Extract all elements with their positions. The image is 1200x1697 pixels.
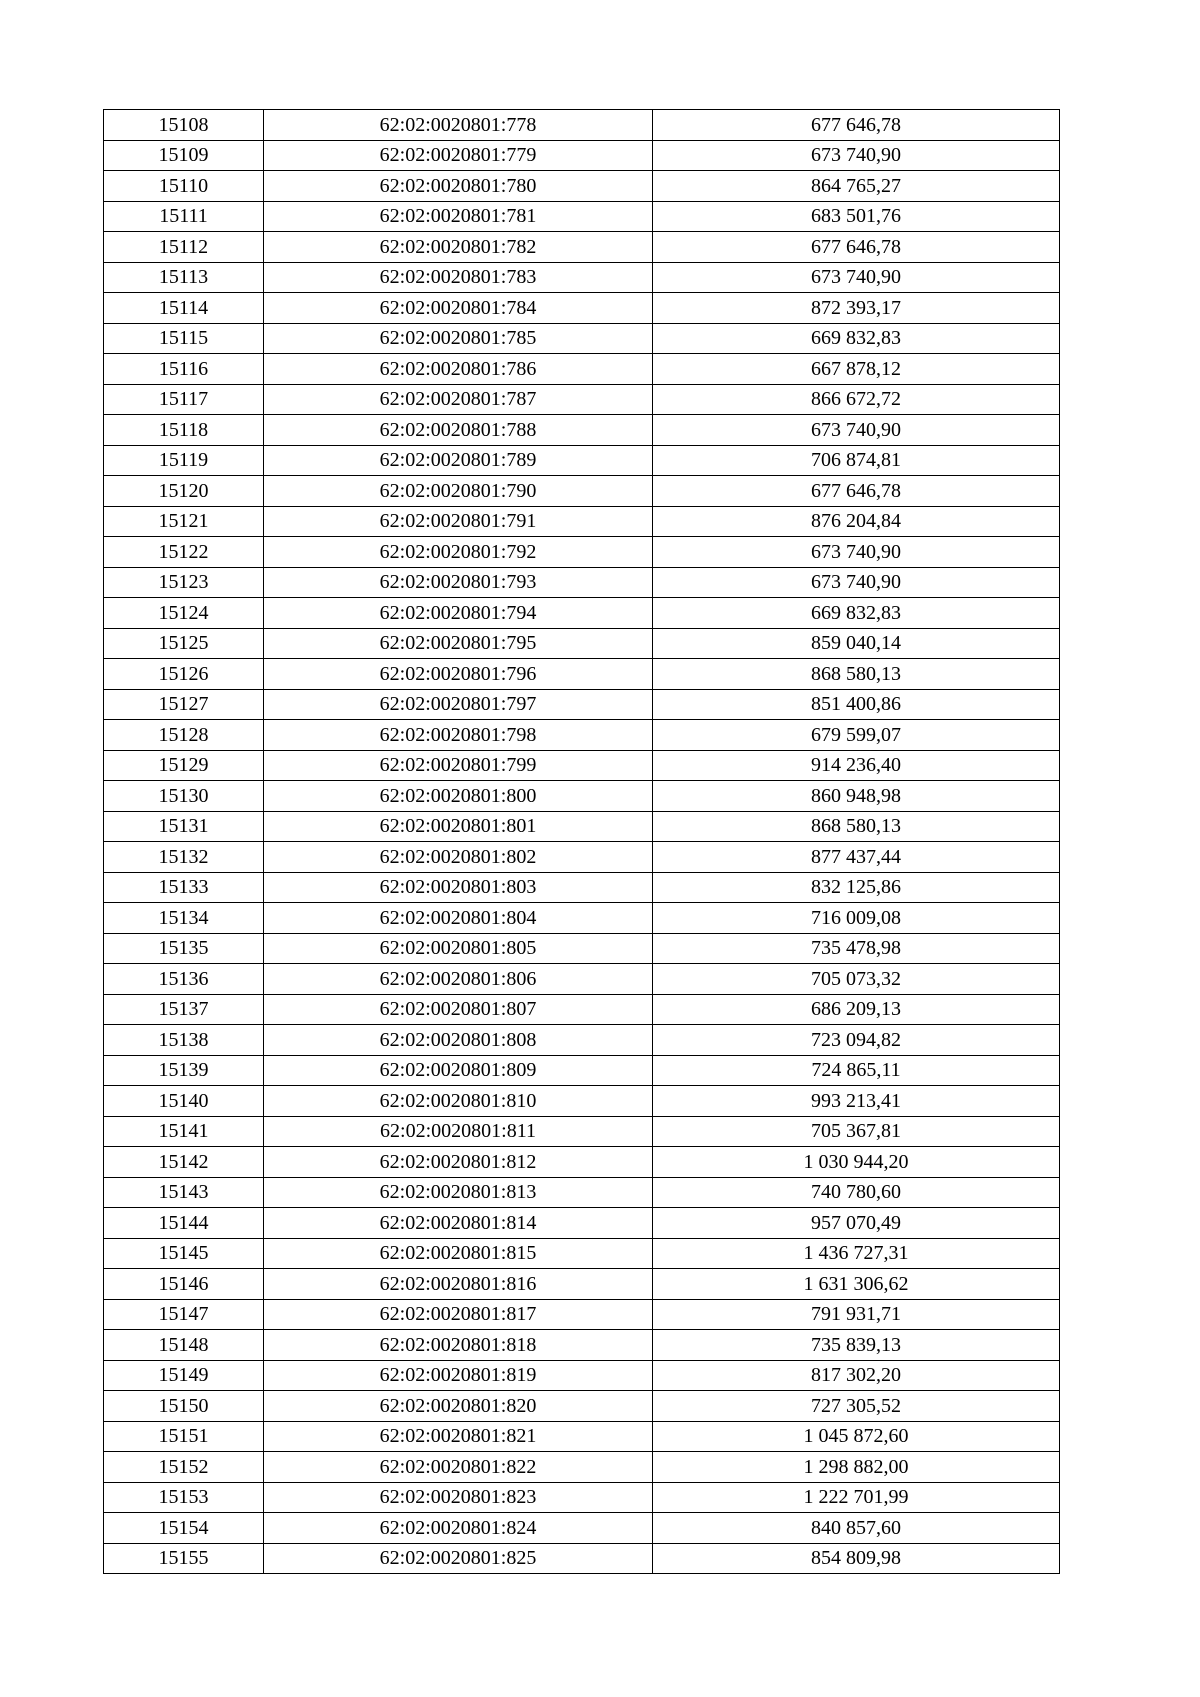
cadastral-number-cell: 62:02:0020801:805 — [264, 933, 653, 964]
table-row — [104, 1330, 1060, 1361]
cadastral-number-cell: 62:02:0020801:787 — [264, 384, 653, 415]
table-row — [104, 720, 1060, 751]
cadastral-number-cell: 62:02:0020801:798 — [264, 720, 653, 751]
cadastral-value-table — [103, 109, 1060, 1574]
row-number-cell: 15121 — [104, 506, 264, 537]
row-number-cell: 15144 — [104, 1208, 264, 1239]
cadastral-value-cell: 667 878,12 — [653, 354, 1060, 385]
cadastral-value-cell: 679 599,07 — [653, 720, 1060, 751]
cadastral-value-cell: 1 030 944,20 — [653, 1147, 1060, 1178]
row-number-cell: 15111 — [104, 201, 264, 232]
table-row — [104, 262, 1060, 293]
row-number-cell: 15112 — [104, 232, 264, 263]
row-number-cell: 15140 — [104, 1086, 264, 1117]
cadastral-value-cell: 957 070,49 — [653, 1208, 1060, 1239]
table-row — [104, 781, 1060, 812]
cadastral-value-cell: 673 740,90 — [653, 140, 1060, 171]
cadastral-value-cell: 705 073,32 — [653, 964, 1060, 995]
table-row — [104, 445, 1060, 476]
table-row — [104, 628, 1060, 659]
cadastral-number-cell: 62:02:0020801:778 — [264, 110, 653, 141]
table-row — [104, 964, 1060, 995]
cadastral-value-cell: 686 209,13 — [653, 994, 1060, 1025]
cadastral-number-cell: 62:02:0020801:784 — [264, 293, 653, 324]
row-number-cell: 15154 — [104, 1513, 264, 1544]
table-row — [104, 659, 1060, 690]
table-row — [104, 903, 1060, 934]
row-number-cell: 15123 — [104, 567, 264, 598]
cadastral-number-cell: 62:02:0020801:794 — [264, 598, 653, 629]
table-row — [104, 1513, 1060, 1544]
cadastral-value-cell: 993 213,41 — [653, 1086, 1060, 1117]
row-number-cell: 15132 — [104, 842, 264, 873]
cadastral-value-cell: 724 865,11 — [653, 1055, 1060, 1086]
row-number-cell: 15150 — [104, 1391, 264, 1422]
cadastral-value-cell: 677 646,78 — [653, 110, 1060, 141]
cadastral-number-cell: 62:02:0020801:824 — [264, 1513, 653, 1544]
cadastral-number-cell: 62:02:0020801:791 — [264, 506, 653, 537]
table-row — [104, 994, 1060, 1025]
row-number-cell: 15108 — [104, 110, 264, 141]
table-row — [104, 1055, 1060, 1086]
cadastral-number-cell: 62:02:0020801:818 — [264, 1330, 653, 1361]
cadastral-number-cell: 62:02:0020801:806 — [264, 964, 653, 995]
cadastral-value-cell: 868 580,13 — [653, 659, 1060, 690]
table-row — [104, 1269, 1060, 1300]
table-row — [104, 1360, 1060, 1391]
row-number-cell: 15117 — [104, 384, 264, 415]
cadastral-value-cell: 735 478,98 — [653, 933, 1060, 964]
cadastral-number-cell: 62:02:0020801:781 — [264, 201, 653, 232]
cadastral-number-cell: 62:02:0020801:811 — [264, 1116, 653, 1147]
row-number-cell: 15146 — [104, 1269, 264, 1300]
cadastral-number-cell: 62:02:0020801:814 — [264, 1208, 653, 1239]
table-row — [104, 1116, 1060, 1147]
row-number-cell: 15120 — [104, 476, 264, 507]
table-row — [104, 598, 1060, 629]
cadastral-value-cell: 1 222 701,99 — [653, 1482, 1060, 1513]
table-row — [104, 750, 1060, 781]
row-number-cell: 15133 — [104, 872, 264, 903]
row-number-cell: 15143 — [104, 1177, 264, 1208]
cadastral-number-cell: 62:02:0020801:812 — [264, 1147, 653, 1178]
cadastral-number-cell: 62:02:0020801:782 — [264, 232, 653, 263]
cadastral-number-cell: 62:02:0020801:797 — [264, 689, 653, 720]
cadastral-number-cell: 62:02:0020801:786 — [264, 354, 653, 385]
cadastral-value-cell: 723 094,82 — [653, 1025, 1060, 1056]
row-number-cell: 15113 — [104, 262, 264, 293]
cadastral-number-cell: 62:02:0020801:813 — [264, 1177, 653, 1208]
cadastral-number-cell: 62:02:0020801:820 — [264, 1391, 653, 1422]
cadastral-number-cell: 62:02:0020801:795 — [264, 628, 653, 659]
table-row — [104, 1025, 1060, 1056]
row-number-cell: 15130 — [104, 781, 264, 812]
cadastral-value-cell: 1 298 882,00 — [653, 1452, 1060, 1483]
cadastral-number-cell: 62:02:0020801:789 — [264, 445, 653, 476]
table-row — [104, 1421, 1060, 1452]
cadastral-number-cell: 62:02:0020801:809 — [264, 1055, 653, 1086]
cadastral-value-cell: 735 839,13 — [653, 1330, 1060, 1361]
row-number-cell: 15139 — [104, 1055, 264, 1086]
cadastral-number-cell: 62:02:0020801:801 — [264, 811, 653, 842]
row-number-cell: 15152 — [104, 1452, 264, 1483]
cadastral-value-cell: 1 631 306,62 — [653, 1269, 1060, 1300]
row-number-cell: 15155 — [104, 1543, 264, 1574]
cadastral-value-cell: 877 437,44 — [653, 842, 1060, 873]
cadastral-value-cell: 673 740,90 — [653, 262, 1060, 293]
cadastral-number-cell: 62:02:0020801:802 — [264, 842, 653, 873]
cadastral-value-cell: 727 305,52 — [653, 1391, 1060, 1422]
cadastral-number-cell: 62:02:0020801:819 — [264, 1360, 653, 1391]
table-row — [104, 933, 1060, 964]
table-body — [104, 110, 1060, 1574]
row-number-cell: 15127 — [104, 689, 264, 720]
table-row — [104, 1238, 1060, 1269]
cadastral-number-cell: 62:02:0020801:796 — [264, 659, 653, 690]
table-row — [104, 537, 1060, 568]
cadastral-value-cell: 872 393,17 — [653, 293, 1060, 324]
cadastral-value-cell: 866 672,72 — [653, 384, 1060, 415]
table-row — [104, 232, 1060, 263]
cadastral-value-cell: 716 009,08 — [653, 903, 1060, 934]
cadastral-value-cell: 673 740,90 — [653, 567, 1060, 598]
row-number-cell: 15141 — [104, 1116, 264, 1147]
table-row — [104, 567, 1060, 598]
row-number-cell: 15118 — [104, 415, 264, 446]
row-number-cell: 15131 — [104, 811, 264, 842]
table-row — [104, 293, 1060, 324]
cadastral-number-cell: 62:02:0020801:822 — [264, 1452, 653, 1483]
row-number-cell: 15137 — [104, 994, 264, 1025]
cadastral-number-cell: 62:02:0020801:788 — [264, 415, 653, 446]
cadastral-number-cell: 62:02:0020801:779 — [264, 140, 653, 171]
table-row — [104, 842, 1060, 873]
cadastral-number-cell: 62:02:0020801:804 — [264, 903, 653, 934]
cadastral-value-cell: 740 780,60 — [653, 1177, 1060, 1208]
cadastral-value-cell: 683 501,76 — [653, 201, 1060, 232]
table-row — [104, 323, 1060, 354]
cadastral-number-cell: 62:02:0020801:816 — [264, 1269, 653, 1300]
row-number-cell: 15122 — [104, 537, 264, 568]
table-row — [104, 1543, 1060, 1574]
row-number-cell: 15151 — [104, 1421, 264, 1452]
table-row — [104, 476, 1060, 507]
cadastral-number-cell: 62:02:0020801:803 — [264, 872, 653, 903]
cadastral-value-cell: 677 646,78 — [653, 476, 1060, 507]
row-number-cell: 15148 — [104, 1330, 264, 1361]
cadastral-value-cell: 840 857,60 — [653, 1513, 1060, 1544]
table-row — [104, 1391, 1060, 1422]
row-number-cell: 15149 — [104, 1360, 264, 1391]
row-number-cell: 15135 — [104, 933, 264, 964]
cadastral-value-cell: 1 045 872,60 — [653, 1421, 1060, 1452]
row-number-cell: 15119 — [104, 445, 264, 476]
cadastral-number-cell: 62:02:0020801:783 — [264, 262, 653, 293]
row-number-cell: 15147 — [104, 1299, 264, 1330]
cadastral-value-cell: 706 874,81 — [653, 445, 1060, 476]
cadastral-number-cell: 62:02:0020801:817 — [264, 1299, 653, 1330]
table-row — [104, 1147, 1060, 1178]
row-number-cell: 15136 — [104, 964, 264, 995]
cadastral-number-cell: 62:02:0020801:815 — [264, 1238, 653, 1269]
cadastral-value-cell: 868 580,13 — [653, 811, 1060, 842]
cadastral-value-cell: 876 204,84 — [653, 506, 1060, 537]
row-number-cell: 15153 — [104, 1482, 264, 1513]
cadastral-value-cell: 705 367,81 — [653, 1116, 1060, 1147]
table-row — [104, 140, 1060, 171]
cadastral-value-cell: 669 832,83 — [653, 598, 1060, 629]
table-row — [104, 872, 1060, 903]
row-number-cell: 15145 — [104, 1238, 264, 1269]
cadastral-number-cell: 62:02:0020801:808 — [264, 1025, 653, 1056]
row-number-cell: 15115 — [104, 323, 264, 354]
table-row — [104, 1086, 1060, 1117]
cadastral-number-cell: 62:02:0020801:799 — [264, 750, 653, 781]
row-number-cell: 15138 — [104, 1025, 264, 1056]
table-row — [104, 1452, 1060, 1483]
table-row — [104, 415, 1060, 446]
table-row — [104, 1482, 1060, 1513]
row-number-cell: 15142 — [104, 1147, 264, 1178]
table-row — [104, 1299, 1060, 1330]
cadastral-number-cell: 62:02:0020801:790 — [264, 476, 653, 507]
cadastral-number-cell: 62:02:0020801:800 — [264, 781, 653, 812]
cadastral-number-cell: 62:02:0020801:785 — [264, 323, 653, 354]
table-row — [104, 110, 1060, 141]
row-number-cell: 15128 — [104, 720, 264, 751]
row-number-cell: 15110 — [104, 171, 264, 202]
row-number-cell: 15126 — [104, 659, 264, 690]
cadastral-value-cell: 914 236,40 — [653, 750, 1060, 781]
cadastral-value-cell: 677 646,78 — [653, 232, 1060, 263]
cadastral-value-cell: 1 436 727,31 — [653, 1238, 1060, 1269]
cadastral-value-cell: 791 931,71 — [653, 1299, 1060, 1330]
table-row — [104, 354, 1060, 385]
table-row — [104, 171, 1060, 202]
cadastral-value-cell: 673 740,90 — [653, 537, 1060, 568]
cadastral-number-cell: 62:02:0020801:792 — [264, 537, 653, 568]
table-row — [104, 384, 1060, 415]
row-number-cell: 15125 — [104, 628, 264, 659]
cadastral-number-cell: 62:02:0020801:793 — [264, 567, 653, 598]
cadastral-value-cell: 854 809,98 — [653, 1543, 1060, 1574]
table-row — [104, 201, 1060, 232]
cadastral-number-cell: 62:02:0020801:807 — [264, 994, 653, 1025]
row-number-cell: 15109 — [104, 140, 264, 171]
cadastral-value-cell: 832 125,86 — [653, 872, 1060, 903]
table-row — [104, 811, 1060, 842]
cadastral-value-cell: 673 740,90 — [653, 415, 1060, 446]
cadastral-number-cell: 62:02:0020801:823 — [264, 1482, 653, 1513]
cadastral-number-cell: 62:02:0020801:780 — [264, 171, 653, 202]
table-row — [104, 1208, 1060, 1239]
row-number-cell: 15124 — [104, 598, 264, 629]
cadastral-number-cell: 62:02:0020801:810 — [264, 1086, 653, 1117]
cadastral-value-cell: 859 040,14 — [653, 628, 1060, 659]
table-row — [104, 1177, 1060, 1208]
row-number-cell: 15134 — [104, 903, 264, 934]
cadastral-value-cell: 860 948,98 — [653, 781, 1060, 812]
cadastral-number-cell: 62:02:0020801:825 — [264, 1543, 653, 1574]
row-number-cell: 15114 — [104, 293, 264, 324]
row-number-cell: 15116 — [104, 354, 264, 385]
table-row — [104, 506, 1060, 537]
cadastral-value-cell: 864 765,27 — [653, 171, 1060, 202]
row-number-cell: 15129 — [104, 750, 264, 781]
cadastral-value-cell: 669 832,83 — [653, 323, 1060, 354]
cadastral-value-cell: 817 302,20 — [653, 1360, 1060, 1391]
table-row — [104, 689, 1060, 720]
cadastral-value-cell: 851 400,86 — [653, 689, 1060, 720]
cadastral-number-cell: 62:02:0020801:821 — [264, 1421, 653, 1452]
